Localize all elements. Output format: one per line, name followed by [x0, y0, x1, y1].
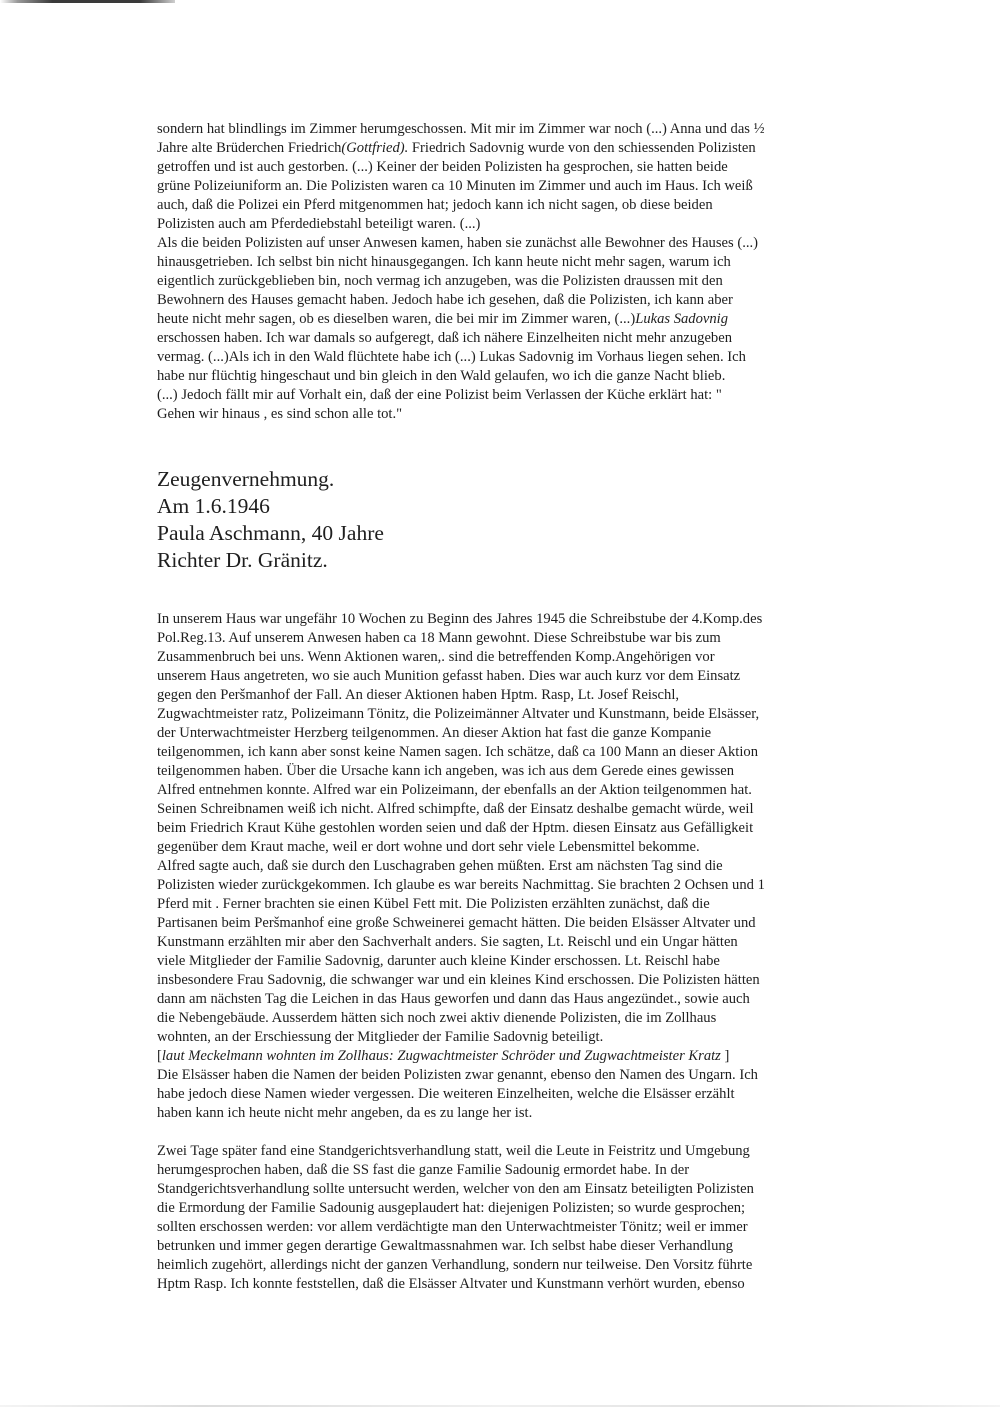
italic-insert: Lukas Sadovnig: [635, 311, 729, 327]
document-page: [157, 120, 857, 1294]
text-line: heute nicht mehr sagen, ob es dieselben waren, die bei mir im Zimmer waren, (...)Lukas Sadovnig: [157, 311, 729, 327]
text-line: vermag. (...)Als ich in den Wald flüchtete habe ich (...) Lukas Sadovnig im Vorhaus liegen sehen. Ich: [157, 349, 746, 365]
text-line: Hptm Rasp. Ich konnte feststellen, daß die Elsässer Altvater und Kunstmann verhört wurden, ebenso: [157, 1276, 745, 1292]
text-line: Pferd mit . Ferner brachten sie einen Kübel Fett mit. Die Polizisten erzählten zunächst, daß die: [157, 896, 710, 912]
text-line: Polizisten auch am Pferdediebstahl beteiligt waren. (...): [157, 216, 481, 232]
text-line: haben kann ich heute nicht mehr angeben, da es zu lange her ist.: [157, 1105, 533, 1121]
text-line: Gehen wir hinaus , es sind schon alle tot.": [157, 406, 403, 422]
text-line: Als die beiden Polizisten auf unser Anwesen kamen, haben sie zunächst alle Bewohner des Hauses (...): [157, 235, 759, 251]
section-heading: [157, 466, 857, 574]
text-line: Pol.Reg.13. Auf unserem Anwesen haben ca 18 Mann gewohnt. Diese Schreibstube war bis zum: [157, 630, 721, 646]
text-line: Kunstmann erzählten mir aber den Sachverhalt anders. Sie sagten, Lt. Reischl und ein Ungar hätten: [157, 934, 738, 950]
text-line: eigentlich zurückgeblieben bin, noch vermag ich anzugeben, was die Polizisten draussen mit den: [157, 273, 723, 289]
text-line: viele Mitglieder der Familie Sadovnig, darunter auch kleine Kinder erschossen. Lt. Reischl habe: [157, 953, 720, 969]
text-line: sondern hat blindlings im Zimmer herumgeschossen. Mit mir im Zimmer war noch (...) Anna und das ½: [157, 121, 765, 137]
text-line: der Unterwachtmeister Herzberg teilgenommen. An dieser Aktion hat fast die ganze Kompanie: [157, 725, 712, 741]
text-line: sollten erschossen werden: vor allem verdächtigte man den Unterwachtmeister Tönitz; weil er immer: [157, 1219, 748, 1235]
text-line: dann am nächsten Tag die Leichen in das Haus geworfen und dann das Haus angezündet., sowie auch: [157, 991, 750, 1007]
paragraph-aschmann-testimony: [157, 610, 857, 1123]
text-line: (...) Jedoch fällt mir auf Vorhalt ein, daß der eine Polizist beim Verlassen der Küche erklärt hat: ": [157, 387, 722, 403]
paragraph-testimony-continued: [157, 120, 857, 424]
text-line: Alfred sagte auch, daß sie durch den Luschagraben gehen müßten. Erst am nächsten Tag sind die: [157, 858, 723, 874]
text-line: erschossen haben. Ich war damals so aufgeregt, daß ich nähere Einzelheiten nicht mehr anzugeben: [157, 330, 732, 346]
text-line: Die Elsässer haben die Namen der beiden Polizisten zwar genannt, ebenso den Namen des Ungarn. Ich: [157, 1067, 758, 1083]
text-line: betrunken und immer gegen derartige Gewaltmassnahmen war. Ich selbst habe dieser Verhandlung: [157, 1238, 733, 1254]
text-line: habe nur flüchtig hingeschaut und bin gleich in den Wald gelaufen, wo ich die ganze Nacht blieb.: [157, 368, 726, 384]
text-line: gegenüber dem Kraut mache, weil er dort wohne und dort sehr viele Lebensmittel bekomme.: [157, 839, 700, 855]
text-line: [laut Meckelmann wohnten im Zollhaus: Zugwachtmeister Schröder und Zugwachtmeister Kratz ]: [157, 1048, 730, 1064]
text-line: Zwei Tage später fand eine Standgerichtsverhandlung statt, weil die Leute in Feistritz und Umgebung: [157, 1143, 750, 1159]
text-line: Zugwachtmeister ratz, Polizeimann Tönitz, die Polizeimänner Altvater und Kunstmann, beide Elsässer,: [157, 706, 760, 722]
text-line: auch, daß die Polizei ein Pferd mitgenommen hat; jedoch kann ich nicht sagen, ob diese beiden: [157, 197, 713, 213]
text-line: beim Friedrich Kraut Kühe gestohlen worden seien und daß der Hptm. diesen Einsatz aus Gefälligkeit: [157, 820, 754, 836]
heading-line: Richter Dr. Gränitz.: [157, 548, 328, 572]
text-line: die Ermordung der Familie Sadounig ausgeplaudert hat: diejenigen Polizisten; so wurde gesprochen;: [157, 1200, 746, 1216]
text-line: Alfred entnehmen konnte. Alfred war ein Polizeimann, der ebenfalls an der Aktion teilgenommen hat.: [157, 782, 752, 798]
text-line: In unserem Haus war ungefähr 10 Wochen zu Beginn des Jahres 1945 die Schreibstube der 4.Komp.des: [157, 611, 763, 627]
text-line: teilgenommen, ich kann aber sonst keine Namen sagen. Ich schätze, daß ca 100 Mann an dieser Aktion: [157, 744, 758, 760]
scan-bottom-edge: [0, 1405, 1000, 1407]
text-line: Partisanen beim Peršmanhof eine große Schweinerei gemacht hätten. Die beiden Elsässer Altvater und: [157, 915, 756, 931]
text-line: teilgenommen haben. Über die Ursache kann ich angeben, was ich aus dem Gerede eines gewissen: [157, 763, 735, 779]
text-line: Polizisten wieder zurückgekommen. Ich glaube es war bereits Nachmittag. Sie brachten 2 Ochsen und 1: [157, 877, 765, 893]
text-line: insbesondere Frau Sadovnig, die schwanger war und ein kleines Kind erschossen. Die Polizisten hätten: [157, 972, 760, 988]
paragraph-standgericht: [157, 1142, 857, 1294]
text-line: unserem Haus angetreten, wo sie auch Munition gefasst haben. Dies war auch kurz vor dem Einsatz: [157, 668, 741, 684]
heading-line: Paula Aschmann, 40 Jahre: [157, 521, 384, 545]
heading-line: Am 1.6.1946: [157, 494, 270, 518]
text-line: Jahre alte Brüderchen Friedrich(Gottfried). Friedrich Sadovnig wurde von den schiessenden Polizisten: [157, 140, 756, 156]
italic-insert: laut Meckelmann wohnten im Zollhaus: Zugwachtmeister Schröder und Zugwachtmeister Kratz: [161, 1048, 721, 1064]
text-line: habe jedoch diese Namen wieder vergessen. Die weiteren Einzelheiten, welche die Elsässer erzählt: [157, 1086, 735, 1102]
text-line: heimlich zugehört, allerdings nicht der ganzen Verhandlung, sondern nur teilweise. Den Vorsitz führte: [157, 1257, 753, 1273]
text-line: die Nebengebäude. Ausserdem hätten sich noch zwei aktiv dienende Polizisten, die im Zollhaus: [157, 1010, 717, 1026]
text-line: Zusammenbruch bei uns. Wenn Aktionen waren,. sind die betreffenden Komp.Angehörigen vor: [157, 649, 715, 665]
text-line: herumgesprochen haben, daß die SS fast die ganze Familie Sadounig ermordet habe. In der: [157, 1162, 690, 1178]
text-line: hinausgetrieben. Ich selbst bin nicht hinausgegangen. Ich kann heute nicht mehr sagen, warum ich: [157, 254, 731, 270]
italic-insert: (Gottfried).: [341, 140, 409, 156]
text-line: Standgerichtsverhandlung sollte untersucht werden, welcher von den am Einsatz beteiligten Polizisten: [157, 1181, 754, 1197]
text-line: gegen den Peršmanhof der Fall. An dieser Aktionen haben Hptm. Rasp, Lt. Josef Reischl,: [157, 687, 680, 703]
text-line: Bewohnern des Hauses gemacht haben. Jedoch habe ich gesehen, daß die Polizisten, ich kann aber: [157, 292, 733, 308]
text-line: Seinen Schreibnamen weiß ich nicht. Alfred schimpfte, daß der Einsatz deshalbe gemacht würde, weil: [157, 801, 754, 817]
text-line: grüne Polizeiuniform an. Die Polizisten waren ca 10 Minuten im Zimmer und auch im Haus. Ich weiß: [157, 178, 753, 194]
heading-line: Zeugenvernehmung.: [157, 467, 335, 491]
scan-edge-mark: [0, 0, 175, 3]
text-line: getroffen und ist auch gestorben. (...) Keiner der beiden Polizisten ha gesprochen, sie hatten beide: [157, 159, 728, 175]
text-line: wohnten, an der Erschiessung der Mitglieder der Familie Sadovnig beteiligt.: [157, 1029, 604, 1045]
